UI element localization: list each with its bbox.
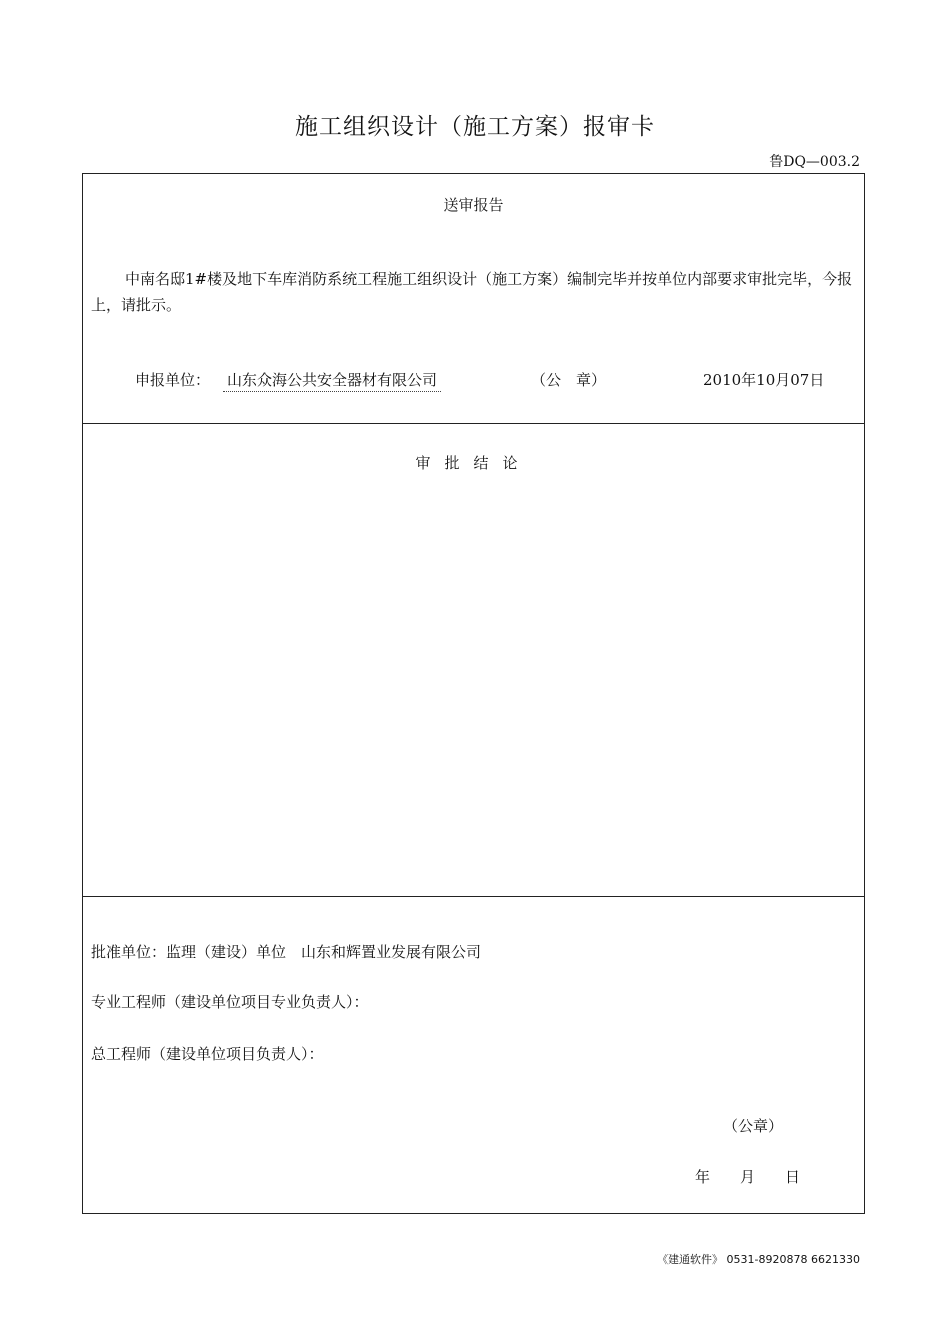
form-code: 鲁DQ—003.2: [769, 154, 860, 170]
submission-body: 中南名邸1#楼及地下车库消防系统工程施工组织设计（施工方案）编制完毕并按单位内部要求审批完毕，今报上，请批示。: [91, 270, 853, 314]
approval-heading: 审批结论: [415, 454, 532, 472]
document-title: 施工组织设计（施工方案）报审卡: [295, 114, 655, 140]
submission-date: 2010年10月07日: [703, 371, 825, 389]
approver-line: 批准单位：监理（建设）单位 山东和辉置业发展有限公司: [91, 943, 482, 961]
chief-engineer-signature-line: 总工程师（建设单位项目负责人）：: [91, 1045, 324, 1063]
section-divider: [83, 423, 864, 424]
footer-note: 《建通软件》 0531-8920878 6621330: [657, 1253, 860, 1266]
applicant-field[interactable]: 山东众海公共安全器材有限公司: [223, 369, 441, 392]
applicant-seal-note: （公 章）: [531, 371, 607, 389]
engineer-signature-line: 专业工程师（建设单位项目专业负责人）：: [91, 993, 369, 1011]
section-divider: [83, 896, 864, 897]
submission-heading: 送审报告: [443, 196, 504, 214]
approval-seal-note: （公章）: [723, 1117, 784, 1135]
approval-date: 年 月 日: [695, 1168, 801, 1186]
applicant-label: 申报单位：: [135, 371, 211, 389]
review-form-table: [82, 173, 865, 1214]
